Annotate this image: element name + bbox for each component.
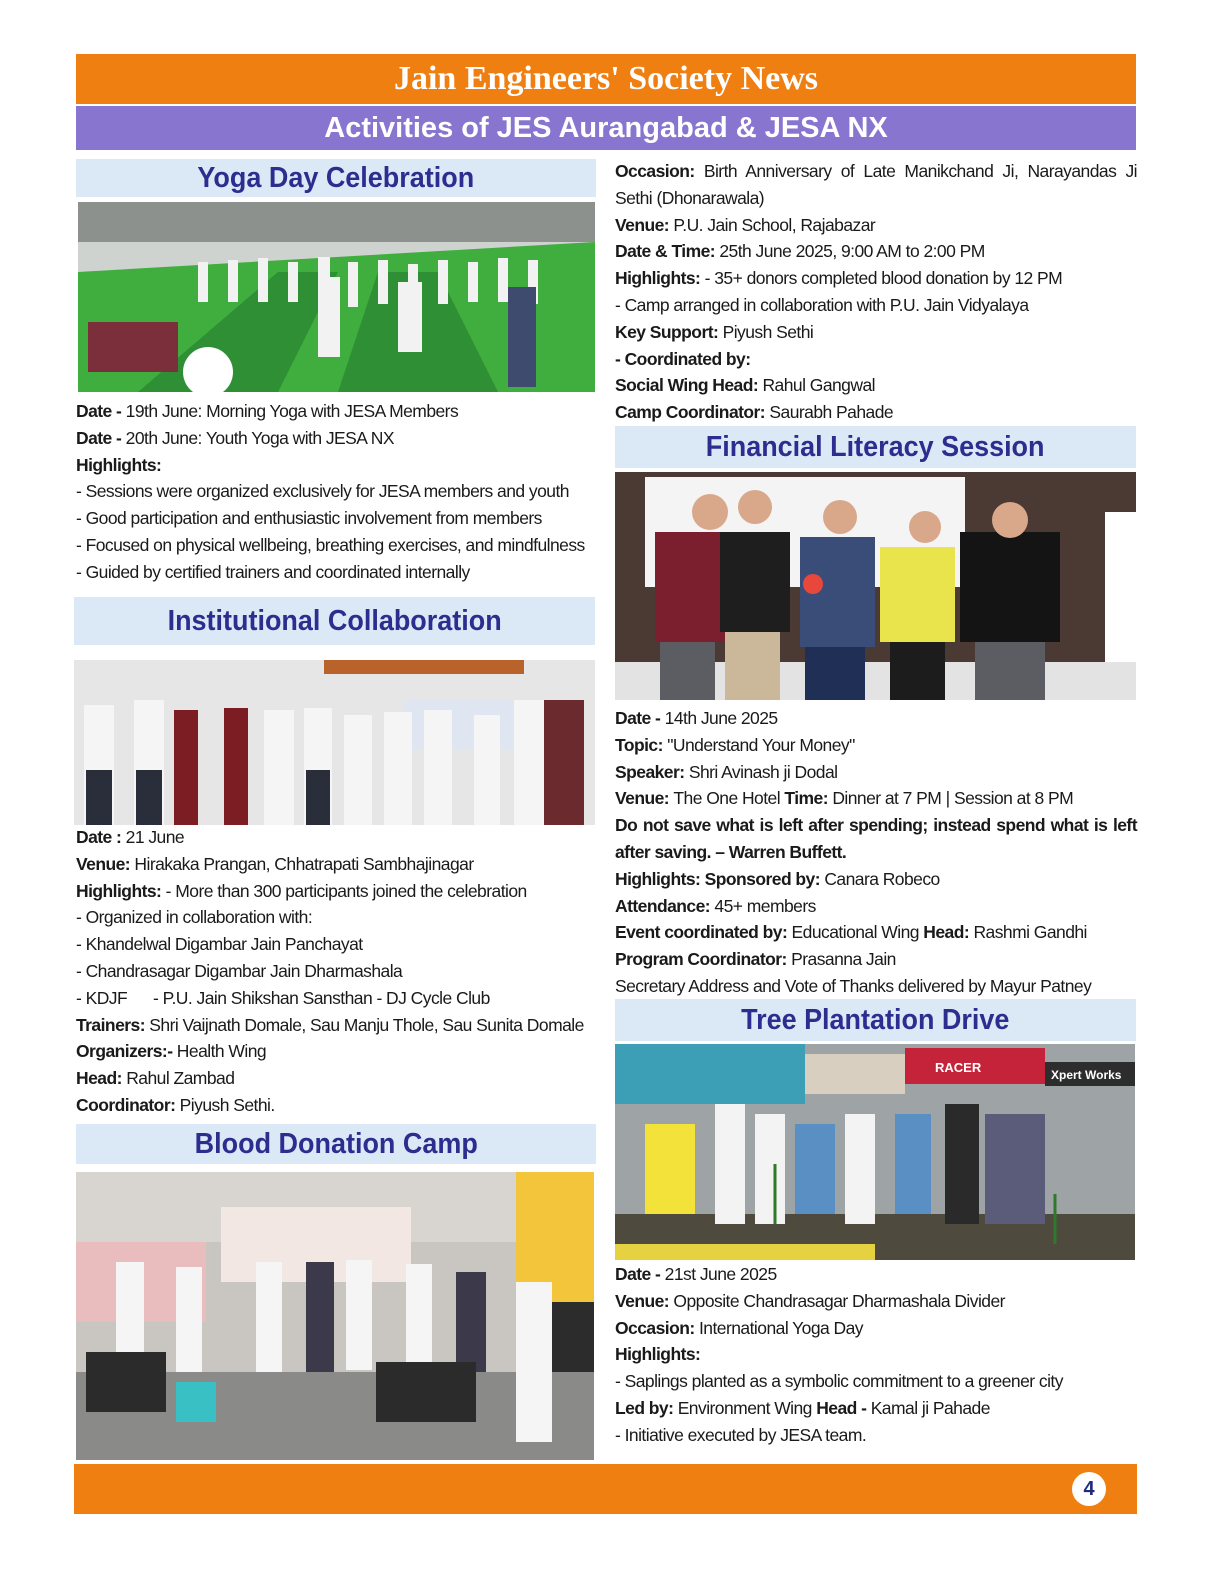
footer-bar: [74, 1464, 1137, 1514]
list-item: - KDJF - P.U. Jain Shikshan Sansthan - DJ Cycle Club: [76, 987, 490, 1008]
tree-heading-text: Tree Plantation Drive: [741, 1003, 1010, 1036]
buffett-quote: Do not save what is left after spending; instead spend what is left after saving. – Warren Buffett.: [615, 815, 1137, 862]
finance-photo: [615, 472, 1136, 700]
list-item: - Good participation and enthusiastic involvement from members: [76, 508, 542, 529]
blood-photo: [76, 1172, 594, 1460]
tree-details: Date - 21st June 2025 Venue: Opposite Chandrasagar Dharmashala Divider Occasion: International Yoga Day Highlights: - Saplings planted as a symbolic commitment to a greener city Led by: Environment Wing Head - Kamal ji Pahade - Initiative executed by JESA team.: [615, 1261, 1137, 1449]
list-item: - Focused on physical wellbeing, breathing exercises, and mindfulness: [76, 534, 585, 555]
yoga-section-heading: [76, 159, 596, 197]
yoga-details: Date - 19th June: Morning Yoga with JESA Members Date - 20th June: Youth Yoga with JESA NX Highlights: - Sessions were organized exclusively for JESA members and youth - Good participation and enthusiastic involvement from members - Focused on physical wellbeing, breathing exercises, and mindfulness - Guided by certified trainers and coordinated internally: [76, 398, 596, 586]
yoga-heading-text: Yoga Day Celebration: [197, 161, 475, 194]
finance-heading-text: Financial Literacy Session: [706, 430, 1045, 463]
list-item: - Guided by certified trainers and coordinated internally: [76, 561, 470, 582]
blood-heading-text: Blood Donation Camp: [194, 1127, 478, 1160]
blood-section-heading: [76, 1124, 596, 1164]
list-item: - Organized in collaboration with:: [76, 907, 313, 928]
page-number: 4: [1072, 1472, 1106, 1506]
institutional-photo: [74, 660, 595, 825]
newsletter-header: [76, 54, 1136, 104]
xpert-works-sign: Xpert Works: [1051, 1068, 1122, 1082]
list-item: - Chandrasagar Digambar Jain Dharmashala: [76, 960, 403, 981]
institutional-details: Date : 21 June Venue: Hirakaka Prangan, Chhatrapati Sambhajinagar Highlights: - More than 300 participants joined the celebration - Organized in collaboration with: - Khandelwal Digambar Jain Panchayat - Chandrasagar Digambar Jain Dharmashala - KDJF - P.U. Jain Shikshan Sansthan - DJ Cycle Club Trainers: Shri Vaijnath Domale, Sau Manju Thole, Sau Sunita Domale Organizers:- Health Wing Head: Rahul Zambad Coordinator: Piyush Sethi.: [76, 824, 616, 1119]
tree-photo: [615, 1044, 1135, 1260]
racer-sign: RACER: [935, 1060, 982, 1075]
activities-header: [76, 106, 1136, 150]
blood-details: Occasion: Birth Anniversary of Late Manikchand Ji, Narayandas Ji Sethi (Dhonarawala) Venue: P.U. Jain School, Rajabazar Date & Time: 25th June 2025, 9:00 AM to 2:00 PM Highlights: - 35+ donors completed blood donation by 12 PM - Camp arranged in collaboration with P.U. Jain Vidyalaya Key Support: Piyush Sethi - Coordinated by: Social Wing Head: Rahul Gangwal Camp Coordinator: Saurabh Pahade: [615, 161, 1137, 423]
list-item: - Saplings planted as a symbolic commitment to a greener city: [615, 1371, 1063, 1392]
activities-title: Activities of JES Aurangabad & JESA NX: [324, 111, 888, 144]
finance-details: Date - 14th June 2025 Topic: "Understand Your Money" Speaker: Shri Avinash ji Dodal Venue: The One Hotel Time: Dinner at 7 PM | Session at 8 PM Do not save what is left after spending; instead spend what is left after saving. – Warren Buffett. Highlights: Sponsored by: Canara Robeco Attendance: 45+ members Event coordinated by: Educational Wing Head: Rashmi Gandhi Program Coordinator: Prasanna Jain Secretary Address and Vote of Thanks delivered by Mayur Patney: [615, 708, 1137, 996]
yoga-photo: [78, 202, 595, 392]
institutional-section-heading: [74, 597, 595, 645]
list-item: - Initiative executed by JESA team.: [615, 1424, 867, 1445]
institutional-heading-text: Institutional Collaboration: [167, 604, 502, 637]
newsletter-title: Jain Engineers' Society News: [393, 60, 819, 97]
finance-section-heading: [615, 426, 1136, 468]
list-item: - Camp arranged in collaboration with P.U. Jain Vidyalaya: [615, 294, 1029, 315]
list-item: - Sessions were organized exclusively for JESA members and youth: [76, 481, 569, 502]
tree-section-heading: [615, 999, 1136, 1041]
list-item: - Khandelwal Digambar Jain Panchayat: [76, 934, 363, 955]
